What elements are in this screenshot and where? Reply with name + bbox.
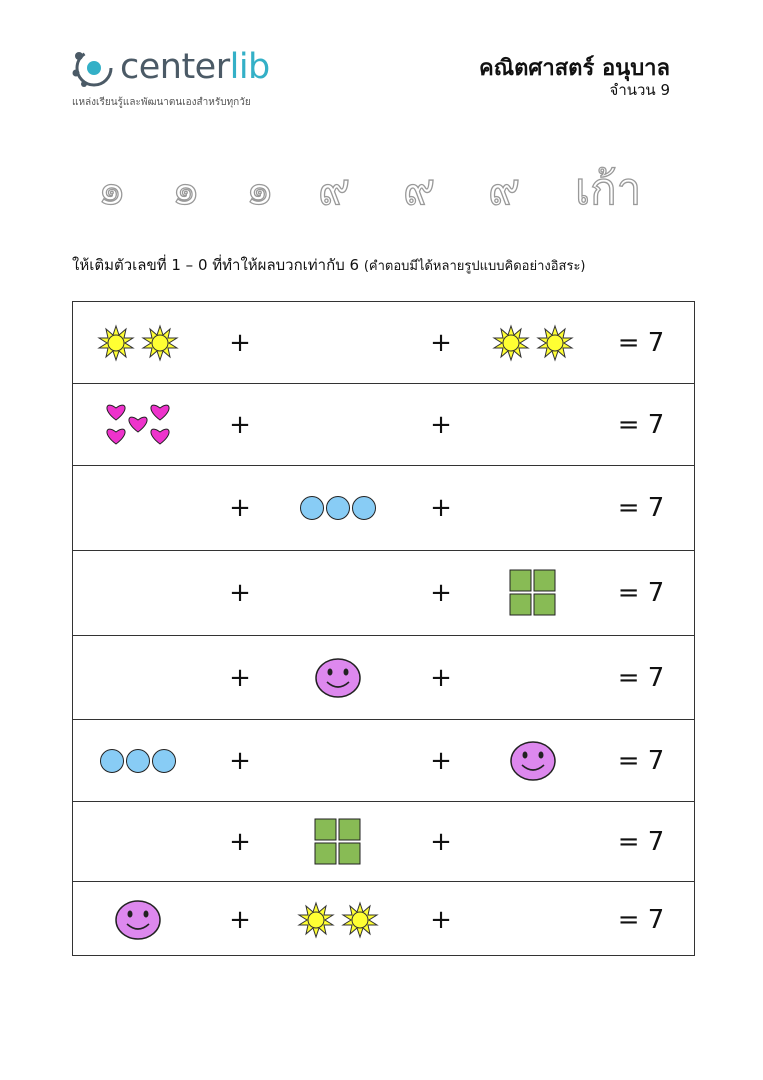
exercise-table: [72, 301, 695, 956]
square-icon-group: [283, 812, 393, 872]
addend-c: [473, 720, 593, 801]
sun-icon: [299, 903, 333, 937]
logo: [70, 42, 300, 112]
plus-sign: +: [430, 662, 452, 693]
exercise-row: [73, 466, 694, 551]
plus-sign: +: [430, 327, 452, 358]
square-icon: [339, 843, 360, 864]
trace-digit: ๙: [318, 164, 351, 215]
exercise-row: [73, 720, 694, 802]
trace-digit: ๑: [172, 164, 200, 215]
addend-c: [473, 551, 593, 635]
plus-sign: +: [229, 327, 251, 358]
smiley-icon-group: [83, 890, 193, 950]
instruction-note: (คำตอบมีได้หลายรูปแบบคิดอย่างอิสระ): [363, 259, 586, 274]
sun-icon-group: [283, 890, 393, 950]
square-icon: [534, 570, 555, 591]
addend-a: [83, 302, 193, 383]
heart-icon: [107, 405, 125, 420]
plus-sign: +: [229, 745, 251, 776]
addend-b: [283, 636, 393, 719]
exercise-row: [73, 302, 694, 384]
page-subtitle: จำนวน 9: [609, 81, 670, 99]
sun-icon: [143, 326, 177, 360]
exercise-row: [73, 882, 694, 957]
square-icon-group: [478, 563, 588, 623]
logo-text-lib: lib: [229, 47, 270, 87]
plus-sign: +: [229, 409, 251, 440]
trace-digit: ๑: [246, 164, 274, 215]
sun-icon-group: [478, 313, 588, 373]
result-label: = 7: [617, 662, 665, 693]
plus-sign: +: [229, 826, 251, 857]
exercise-row: [73, 551, 694, 636]
plus-sign: +: [229, 493, 251, 523]
addend-b: [283, 302, 393, 383]
addend-b: [283, 802, 393, 881]
square-icon: [315, 819, 336, 840]
addend-b: [283, 551, 393, 635]
circle-icon-group: [283, 478, 393, 538]
result-label: = 7: [617, 745, 665, 776]
exercise-row: [73, 636, 694, 720]
heart-icon: [107, 429, 125, 444]
circle-icon: [327, 497, 350, 520]
addend-b: [283, 384, 393, 465]
trace-digit: ๙: [488, 164, 521, 215]
result-label: = 7: [617, 826, 665, 857]
plus-sign: +: [430, 409, 452, 440]
smiley-icon-group: [283, 648, 393, 708]
plus-sign: +: [229, 662, 251, 693]
addend-a: [83, 466, 193, 550]
heart-icon: [129, 417, 147, 432]
result-label: = 7: [617, 904, 665, 935]
logo-mark-icon: [70, 46, 114, 90]
logo-text-center: center: [120, 47, 230, 87]
sun-icon: [538, 326, 572, 360]
exercise-row: [73, 802, 694, 882]
square-icon: [510, 570, 531, 591]
result-label: = 7: [617, 409, 665, 440]
circle-icon: [101, 749, 124, 772]
page-title: คณิตศาสตร์ อนุบาล: [479, 56, 670, 81]
addend-c: [473, 302, 593, 383]
addend-a: [83, 802, 193, 881]
heart-icon: [151, 429, 169, 444]
addend-a: [83, 551, 193, 635]
smiley-icon-group: [478, 731, 588, 791]
addend-a: [83, 882, 193, 957]
smiley-icon: [511, 742, 555, 780]
addend-b: [283, 720, 393, 801]
logo-tagline: แหล่งเรียนรู้และพัฒนาตนเองสำหรับทุกวัย: [72, 97, 251, 108]
result-label: = 7: [617, 578, 665, 608]
plus-sign: +: [430, 578, 452, 608]
logo-text: [120, 44, 270, 90]
addend-b: [283, 882, 393, 957]
addend-a: [83, 384, 193, 465]
plus-sign: +: [430, 745, 452, 776]
sun-icon: [494, 326, 528, 360]
addend-c: [473, 882, 593, 957]
result-label: = 7: [617, 493, 665, 523]
tracing-row: [90, 160, 650, 230]
addend-a: [83, 720, 193, 801]
plus-sign: +: [229, 578, 251, 608]
trace-digit: ๑: [98, 164, 126, 215]
plus-sign: +: [229, 904, 251, 935]
square-icon: [315, 843, 336, 864]
addend-c: [473, 384, 593, 465]
addend-c: [473, 636, 593, 719]
exercise-row: [73, 384, 694, 466]
sun-icon: [99, 326, 133, 360]
heart-icon-group: [83, 395, 193, 455]
addend-c: [473, 802, 593, 881]
heart-icon: [151, 405, 169, 420]
square-icon: [534, 594, 555, 615]
sun-icon: [343, 903, 377, 937]
plus-sign: +: [430, 826, 452, 857]
plus-sign: +: [430, 493, 452, 523]
square-icon: [339, 819, 360, 840]
instruction-main: ให้เติมตัวเลขที่ 1 – 0 ที่ทำให้ผลบวกเท่ากับ 6: [72, 256, 360, 274]
circle-icon-group: [83, 731, 193, 791]
circle-icon: [301, 497, 324, 520]
addend-c: [473, 466, 593, 550]
square-icon: [510, 594, 531, 615]
plus-sign: +: [430, 904, 452, 935]
trace-digit: ๙: [403, 164, 436, 215]
circle-icon: [353, 497, 376, 520]
addend-a: [83, 636, 193, 719]
addend-b: [283, 466, 393, 550]
smiley-icon: [316, 659, 360, 697]
instruction: [72, 253, 586, 277]
circle-icon: [153, 749, 176, 772]
result-label: = 7: [617, 327, 665, 358]
circle-icon: [127, 749, 150, 772]
smiley-icon: [116, 901, 160, 939]
trace-word: เก้า: [575, 164, 642, 215]
sun-icon-group: [83, 313, 193, 373]
